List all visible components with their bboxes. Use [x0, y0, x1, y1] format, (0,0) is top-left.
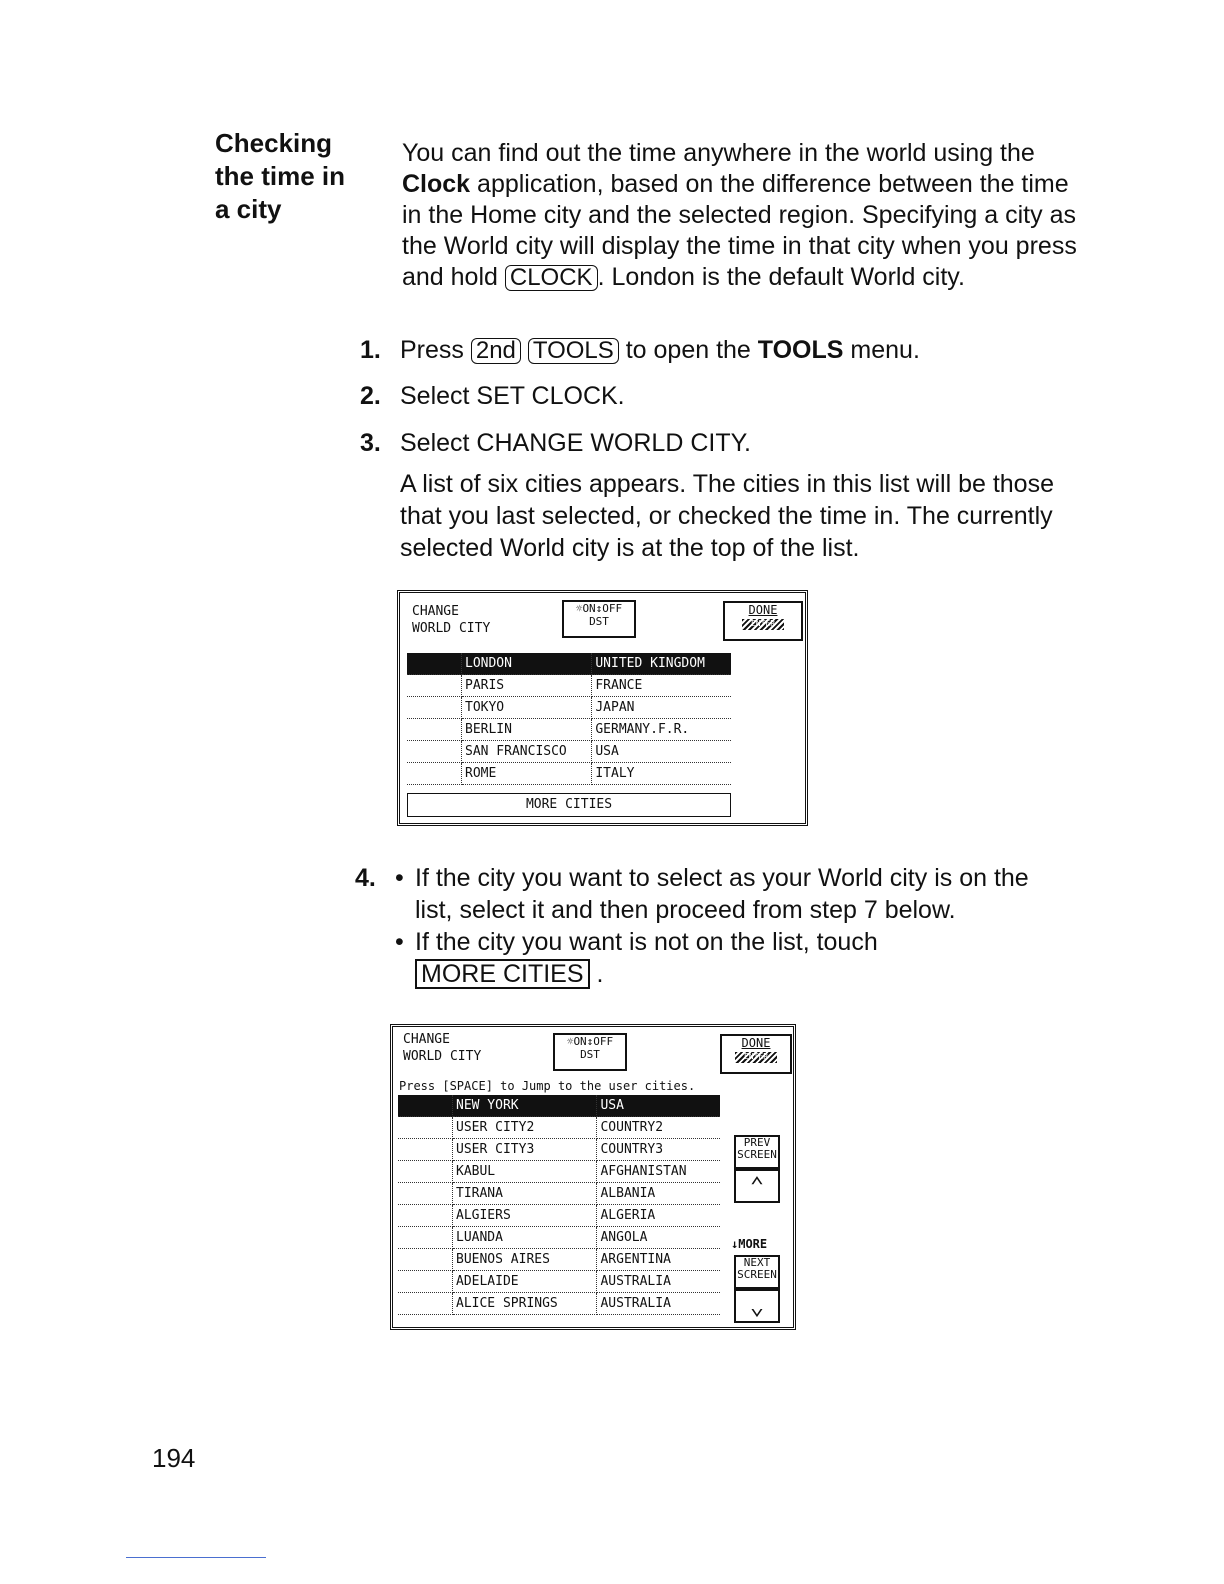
enter-key-icon: ENTER: [742, 619, 784, 630]
country-name: AUSTRALIA: [597, 1293, 720, 1315]
country-name: UNITED KINGDOM: [592, 653, 731, 675]
city-name: ALGIERS: [453, 1205, 597, 1227]
city-row-selected[interactable]: [407, 653, 731, 675]
bullet-text: If the city you want is not on the list, touch: [415, 928, 878, 956]
step-3-description: A list of six cities appears. The cities in this list will be those that you last selected, or checked the time in. The currently selected World city is at the top of the list.: [400, 470, 1054, 562]
country-name: AUSTRALIA: [597, 1271, 720, 1293]
country-name: ARGENTINA: [597, 1249, 720, 1271]
city-name: USER CITY3: [453, 1139, 597, 1161]
section-heading: [215, 127, 375, 226]
tools-menu-name: TOOLS: [757, 336, 844, 364]
intro-text-2: application, based on the difference between the time in the Home city and the selected region. Specifying a city as the World city will display the time in that city when you press and hold: [402, 170, 1077, 291]
city-row[interactable]: [398, 1183, 720, 1205]
footer-rule: [126, 1557, 266, 1558]
country-name: GERMANY.F.R.: [592, 719, 731, 741]
country-name: ALBANIA: [597, 1183, 720, 1205]
intro-paragraph: [402, 138, 1082, 293]
country-name: FRANCE: [592, 675, 731, 697]
more-label: ↓MORE: [731, 1237, 768, 1251]
step-text: Press: [400, 336, 471, 364]
step-number: 3.: [360, 429, 381, 457]
tools-key: TOOLS: [528, 338, 619, 364]
change-world-city-screen: [397, 590, 808, 826]
city-name: BUENOS AIRES: [453, 1249, 597, 1271]
down-arrow-icon[interactable]: ⌄: [734, 1289, 780, 1323]
dst-on-off: ON↕OFF: [573, 1035, 614, 1048]
step-number: 2.: [360, 382, 381, 410]
city-name: PARIS: [462, 675, 592, 697]
city-name: LUANDA: [453, 1227, 597, 1249]
dst-label: DST: [589, 615, 609, 628]
city-name: NEW YORK: [453, 1095, 597, 1117]
country-name: AFGHANISTAN: [597, 1161, 720, 1183]
screen-title: [403, 1031, 481, 1065]
enter-key-icon: ENTER: [735, 1052, 777, 1063]
world-city-list-screen: [390, 1024, 796, 1330]
city-name: TOKYO: [462, 697, 592, 719]
done-label: DONE: [741, 1036, 771, 1050]
dst-toggle[interactable]: [553, 1033, 627, 1071]
heading-line-3: a city: [215, 194, 282, 224]
done-button[interactable]: [720, 1034, 792, 1074]
city-row[interactable]: [398, 1161, 720, 1183]
city-name: ROME: [462, 763, 592, 785]
city-row[interactable]: [407, 697, 731, 719]
city-name: SAN FRANCISCO: [462, 741, 592, 763]
city-list: [398, 1095, 720, 1315]
city-name: ALICE SPRINGS: [453, 1293, 597, 1315]
city-row[interactable]: [398, 1139, 720, 1161]
country-name: ANGOLA: [597, 1227, 720, 1249]
intro-text-3: . London is the default World city.: [597, 263, 965, 291]
country-name: COUNTRY2: [597, 1117, 720, 1139]
city-row[interactable]: [398, 1117, 720, 1139]
heading-line-1: Checking: [215, 128, 333, 158]
dst-label: DST: [580, 1048, 600, 1061]
done-label: DONE: [748, 603, 778, 617]
country-name: ITALY: [592, 763, 731, 785]
sun-icon: ☼ON↕OFF: [566, 1035, 614, 1048]
bullet-icon: •: [395, 928, 404, 956]
heading-line-2: the time in: [215, 161, 346, 191]
city-row-selected[interactable]: [398, 1095, 720, 1117]
step-number: 4.: [355, 864, 376, 892]
city-row[interactable]: [398, 1271, 720, 1293]
city-row[interactable]: [398, 1205, 720, 1227]
prev-screen-button[interactable]: PREV SCREEN: [734, 1135, 780, 1169]
city-row[interactable]: [407, 719, 731, 741]
sun-icon: ☼ON↕OFF: [575, 602, 623, 615]
title-line-1: CHANGE: [412, 604, 459, 619]
city-row[interactable]: [398, 1249, 720, 1271]
intro-text-1: You can find out the time anywhere in the world using the: [402, 139, 1035, 167]
more-cities-button[interactable]: MORE CITIES: [407, 793, 731, 817]
page-number: 194: [152, 1443, 196, 1473]
clock-app-name: Clock: [402, 170, 471, 198]
city-row[interactable]: [407, 763, 731, 785]
bullet-text-1: If the city you want to select as your World city is on the list, select it and then proceed from step 7 below.: [415, 864, 1029, 924]
country-name: USA: [592, 741, 731, 763]
city-name: ADELAIDE: [453, 1271, 597, 1293]
city-name: TIRANA: [453, 1183, 597, 1205]
title-line-2: WORLD CITY: [403, 1049, 482, 1064]
next-screen-button[interactable]: NEXT SCREEN: [734, 1255, 780, 1289]
country-name: COUNTRY3: [597, 1139, 720, 1161]
step-text: Select SET CLOCK.: [400, 382, 625, 410]
title-line-1: CHANGE: [403, 1032, 450, 1047]
dst-on-off: ON↕OFF: [582, 602, 623, 615]
up-arrow-icon[interactable]: ⌃: [734, 1169, 780, 1203]
clock-key: CLOCK: [505, 265, 598, 291]
jump-hint: Press [SPACE] to Jump to the user cities.: [399, 1079, 696, 1093]
city-list: [407, 653, 731, 785]
title-line-2: WORLD CITY: [412, 621, 491, 636]
step-text: Select CHANGE WORLD CITY.: [400, 429, 752, 457]
country-name: ALGERIA: [597, 1205, 720, 1227]
step-number: 1.: [360, 336, 381, 364]
screen-title: [412, 603, 490, 637]
bullet-text-2: If the city you want is not on the list, touch MORE CITIES .: [415, 928, 878, 988]
step-text: menu.: [843, 336, 920, 364]
city-row[interactable]: [407, 675, 731, 697]
dst-toggle[interactable]: [562, 600, 636, 638]
city-name: KABUL: [453, 1161, 597, 1183]
city-name: USER CITY2: [453, 1117, 597, 1139]
city-row[interactable]: [398, 1227, 720, 1249]
city-name: LONDON: [462, 653, 592, 675]
done-button[interactable]: [723, 601, 803, 641]
city-row[interactable]: [407, 741, 731, 763]
city-name: BERLIN: [462, 719, 592, 741]
country-name: USA: [597, 1095, 720, 1117]
bullet-icon: •: [395, 864, 404, 892]
more-cities-key: MORE CITIES: [415, 959, 590, 989]
country-name: JAPAN: [592, 697, 731, 719]
step-text: to open the: [618, 336, 758, 364]
city-row[interactable]: [398, 1293, 720, 1315]
2nd-key: 2nd: [471, 338, 521, 364]
